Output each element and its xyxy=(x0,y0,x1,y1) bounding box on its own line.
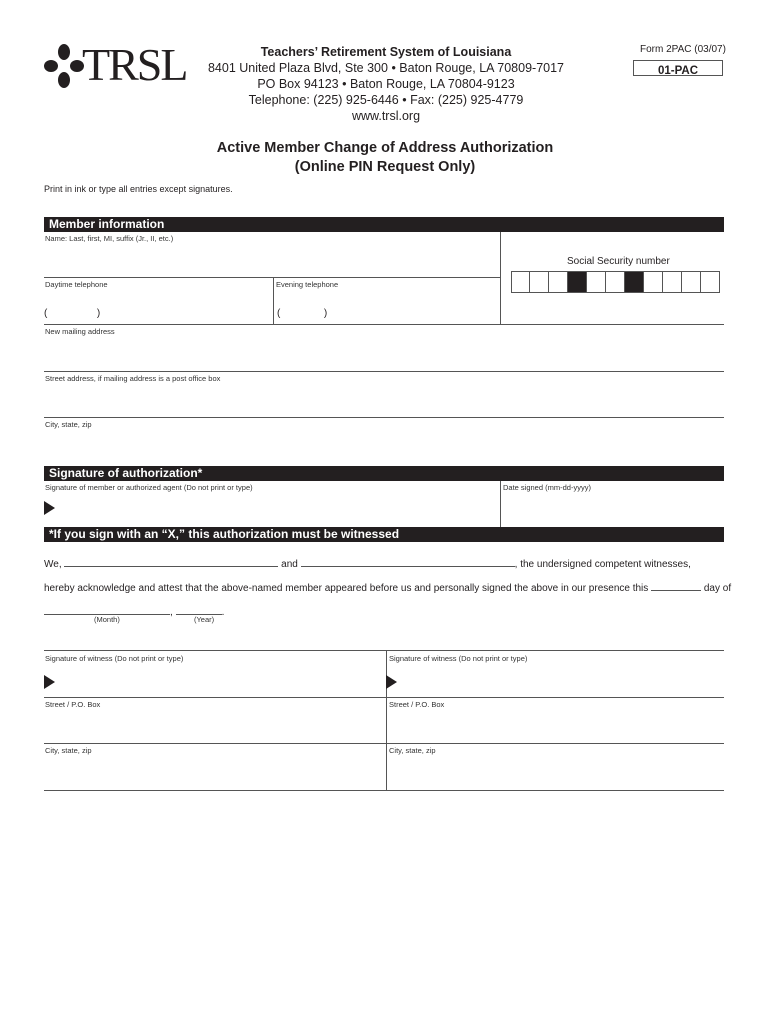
ssn-label: Social Security number xyxy=(567,256,670,267)
city-state-zip-field[interactable] xyxy=(44,430,724,462)
witness-heading: *If you sign with an “X,” this authorization must be witnessed xyxy=(44,527,724,542)
period-text: . xyxy=(221,607,225,618)
witness-2-name-field[interactable] xyxy=(301,556,515,567)
month-label: (Month) xyxy=(94,615,120,624)
month-field[interactable] xyxy=(44,604,170,615)
witness-1-street-field[interactable] xyxy=(44,710,384,742)
street-address-field[interactable] xyxy=(44,384,724,416)
daytime-phone-label: Daytime telephone xyxy=(45,280,108,289)
form-code: 01-PAC xyxy=(657,65,699,77)
comma-text: , xyxy=(170,607,173,618)
ssn-separator-1 xyxy=(567,271,587,293)
witness-1-sign-arrow-icon xyxy=(44,675,55,689)
witness-2-signature-label: Signature of witness (Do not print or type) xyxy=(389,654,528,663)
svg-text:2: 2 xyxy=(61,61,67,73)
evening-phone-field[interactable]: ( ) xyxy=(277,308,328,319)
year-field[interactable] xyxy=(176,604,222,615)
witness-2-sign-arrow-icon xyxy=(386,675,397,689)
witness-2-signature-field[interactable] xyxy=(402,664,724,696)
ssn-digit-3[interactable] xyxy=(548,271,568,293)
witness-1-signature-field[interactable] xyxy=(60,664,384,696)
phone-line: Telephone: (225) 925-6446 • Fax: (225) 925-4779 xyxy=(248,93,524,107)
form-code-box xyxy=(633,60,723,76)
and-text: and xyxy=(281,559,298,570)
mailing-address-label: New mailing address xyxy=(45,327,115,336)
form-title: Active Member Change of Address Authorization xyxy=(216,140,554,156)
member-signature-field[interactable] xyxy=(60,493,498,526)
ssn-digit-8[interactable] xyxy=(681,271,701,293)
ssn-digit-6[interactable] xyxy=(643,271,663,293)
trsl-logo xyxy=(44,39,199,90)
signature-heading: Signature of authorization* xyxy=(44,466,724,481)
day-of-text: day of xyxy=(703,583,732,594)
witness-2-street-label: Street / P.O. Box xyxy=(389,700,445,709)
date-signed-label: Date signed (mm-dd-yyyy) xyxy=(503,483,591,492)
instructions: Print in ink or type all entries except signatures. xyxy=(44,184,233,194)
ssn-digit-9[interactable] xyxy=(700,271,720,293)
undersigned-text: , the undersigned competent witnesses, xyxy=(514,559,691,570)
witness-2-street-field[interactable] xyxy=(388,710,724,742)
street-address-label: Street address, if mailing address is a post office box xyxy=(45,374,221,383)
daytime-phone-field[interactable]: ( ) xyxy=(44,308,101,319)
po-box-line: PO Box 94123 • Baton Rouge, LA 70804-9123 xyxy=(257,77,515,91)
ssn-separator-2 xyxy=(624,271,644,293)
year-label: (Year) xyxy=(194,615,215,624)
trsl-logo-mark-icon xyxy=(44,44,84,88)
org-name: Teachers’ Retirement System of Louisiana xyxy=(260,45,512,59)
member-info-heading: Member information xyxy=(44,217,724,232)
day-field[interactable] xyxy=(651,580,701,591)
witness-1-street-label: Street / P.O. Box xyxy=(45,700,101,709)
evening-phone-label: Evening telephone xyxy=(276,280,339,289)
website: www.trsl.org xyxy=(351,109,421,123)
ssn-digit-4[interactable] xyxy=(586,271,606,293)
address-line: 8401 United Plaza Blvd, Ste 300 • Baton Rouge, LA 70809-7017 xyxy=(207,61,565,75)
ssn-digit-5[interactable] xyxy=(605,271,625,293)
ssn-digit-1[interactable] xyxy=(511,271,530,293)
witness-2-city-label: City, state, zip xyxy=(389,746,436,755)
name-field[interactable] xyxy=(44,244,499,276)
we-text: We, xyxy=(44,559,62,570)
witness-1-city-label: City, state, zip xyxy=(45,746,92,755)
ssn-digit-2[interactable] xyxy=(529,271,549,293)
date-signed-field[interactable] xyxy=(502,493,724,526)
witness-2-city-field[interactable] xyxy=(388,756,724,788)
witness-1-city-field[interactable] xyxy=(44,756,384,788)
witness-1-name-field[interactable] xyxy=(64,556,278,567)
form-subtitle: (Online PIN Request Only) xyxy=(294,159,476,175)
city-state-zip-label: City, state, zip xyxy=(45,420,92,429)
ssn-digit-7[interactable] xyxy=(662,271,682,293)
mailing-address-field[interactable] xyxy=(44,337,724,370)
sign-here-arrow-icon xyxy=(44,501,55,515)
name-label: Name: Last, first, MI, suffix (Jr., II, etc.) xyxy=(45,234,174,243)
logo-wordmark: TRSL xyxy=(82,39,187,90)
acknowledge-text: hereby acknowledge and attest that the above-named member appeared before us and personally signed the above in our presence this xyxy=(44,583,649,594)
form-number: Form 2PAC (03/07) xyxy=(640,44,726,55)
member-signature-label: Signature of member or authorized agent (Do not print or type) xyxy=(45,483,253,492)
witness-1-signature-label: Signature of witness (Do not print or type) xyxy=(45,654,184,663)
